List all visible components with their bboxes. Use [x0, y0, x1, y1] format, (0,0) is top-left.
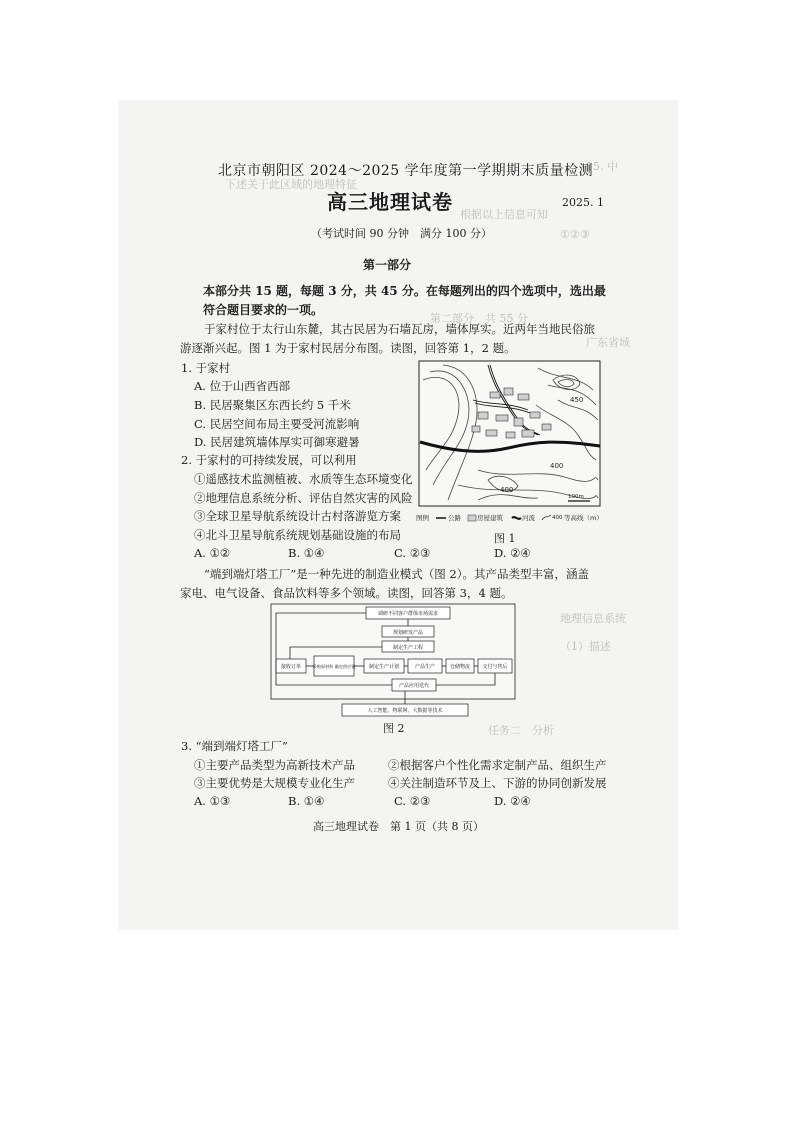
legend-river-label: 河流 [522, 514, 535, 522]
question-1-option-b: B. 民居聚集区东西长约 5 千米 [194, 398, 351, 412]
question-3-item-3: ③主要优势是大规模专业化生产 [194, 776, 355, 790]
question-2-item-3: ③全球卫星导航系统设计古村落游览方案 [194, 509, 401, 523]
question-2-choice-b: B. ①④ [288, 546, 325, 560]
question-2-item-4: ④北斗卫星导航系统规划基础设施的布局 [194, 528, 401, 542]
label-design: 规划研发产品 [392, 630, 424, 636]
question-2-choice-d: D. ②④ [494, 546, 531, 560]
legend-building-label: 房屋建筑 [477, 514, 503, 522]
label-market-research: 调研不同客户群体市场需求 [377, 611, 439, 617]
legend-road-label: 公路 [448, 514, 461, 522]
legend-contour-sample: 400 [552, 515, 563, 521]
label-plan: 制定生产计划 [368, 664, 400, 670]
label-engineering: 制定生产工程 [392, 645, 424, 651]
bleed-through-text: 广东省域 [586, 336, 630, 349]
bleed-through-text: （1）描述 [560, 640, 611, 653]
page-footer: 高三地理试卷 第 1 页（共 8 页） [313, 820, 484, 833]
bleed-through-text: 15. 中 [586, 160, 618, 173]
bleed-through-text: 下述关于此区域的地理特征 [225, 178, 357, 191]
contour-label-400-b: 400 [500, 486, 514, 494]
label-logistics: 仓储物流 [449, 664, 471, 670]
question-1-stem: 1. 于家村 [181, 361, 231, 375]
legend-contour-swatch [542, 515, 551, 520]
question-3-item-4: ④关注制造环节及上、下游的协同创新发展 [388, 776, 607, 790]
legend-contour-label: 等高线（m） [564, 514, 603, 522]
exam-time-score: （考试时间 90 分钟 满分 100 分） [311, 227, 492, 240]
question-3-choice-c: C. ②③ [394, 794, 431, 808]
question-3-item-1: ①主要产品类型为高新技术产品 [194, 758, 355, 772]
label-order: 接收订单 [280, 664, 302, 670]
question-1-option-c: C. 民居空间布局主要受河流影响 [194, 417, 360, 431]
passage-lighthouse-factory: “端到端灯塔工厂”是一种先进的制造业模式（图 2）。其产品类型丰富，涵盖家电、电气设备、食品饮料等多个领域。读图，回答第 3，4 题。 [180, 567, 589, 600]
bleed-through-text: 第二部分 共 55 分 [430, 312, 528, 325]
figure-1-caption: 图 1 [494, 532, 516, 545]
contour-label-450: 450 [570, 396, 584, 404]
question-3-choice-d: D. ②④ [494, 794, 531, 808]
label-purchase: 采购原材料 确定供应链 [312, 664, 356, 669]
question-1-option-d: D. 民居建筑墙体厚实可御寒避暑 [194, 435, 360, 449]
exam-header-line: 北京市朝阳区 2024～2025 学年度第一学期期末质量检测 [218, 163, 594, 179]
bleed-through-text: ①②③ [560, 228, 590, 241]
question-3-stem: 3. “端到端灯塔工厂” [181, 739, 288, 753]
figure-2-caption: 图 2 [383, 722, 405, 735]
paper-title: 高三地理试卷 [327, 190, 453, 214]
contour-label-400-a: 400 [550, 462, 564, 470]
question-1-option-a: A. 位于山西省西部 [194, 379, 291, 393]
part-title: 第一部分 [363, 258, 412, 272]
bleed-through-text: 任务二 分析 [488, 724, 554, 737]
part-instructions: 本部分共 15 题，每题 3 分，共 45 分。在每题列出的四个选项中，选出最符合题目要求的一项。 [203, 284, 606, 317]
question-2-stem: 2. 于家村的可持续发展，可以利用 [181, 453, 357, 467]
question-2-choice-a: A. ①② [194, 546, 231, 560]
label-produce: 产品生产 [414, 664, 436, 670]
bleed-through-text: 地理信息系统 [560, 612, 626, 625]
question-2-item-1: ①遥感技术监测植被、水质等生态环境变化 [194, 472, 413, 486]
legend-prefix: 图例 [416, 514, 429, 522]
label-delivery: 交付与售后 [482, 664, 508, 670]
label-iterate: 产品应用迭代 [398, 683, 430, 689]
scale-label: 100m [568, 494, 584, 500]
question-2-item-2: ②地理信息系统分析、评估自然灾害的风险 [194, 491, 413, 505]
question-3-choice-b: B. ①④ [288, 794, 325, 808]
bleed-through-text: 根据以上信息可知 [460, 208, 548, 221]
figure-2-flowchart [270, 603, 518, 733]
question-2-choice-c: C. ②③ [394, 546, 431, 560]
question-3-choice-a: A. ①③ [194, 794, 231, 808]
legend-building-swatch [468, 515, 476, 521]
exam-date: 2025. 1 [562, 196, 604, 209]
passage-yujia-village: 于家村位于太行山东麓，其古民居为石墙瓦房，墙体厚实。近两年当地民俗旅游逐渐兴起。图 1 为于家村民居分布图。读图，回答第 1，2 题。 [180, 322, 595, 355]
legend-river-swatch [512, 517, 521, 519]
figure-1-village-map [418, 360, 610, 530]
label-technology: 人工智能、物联网、大数据等技术 [367, 708, 443, 714]
question-3-item-2: ②根据客户个性化需求定制产品、组织生产 [388, 758, 607, 772]
